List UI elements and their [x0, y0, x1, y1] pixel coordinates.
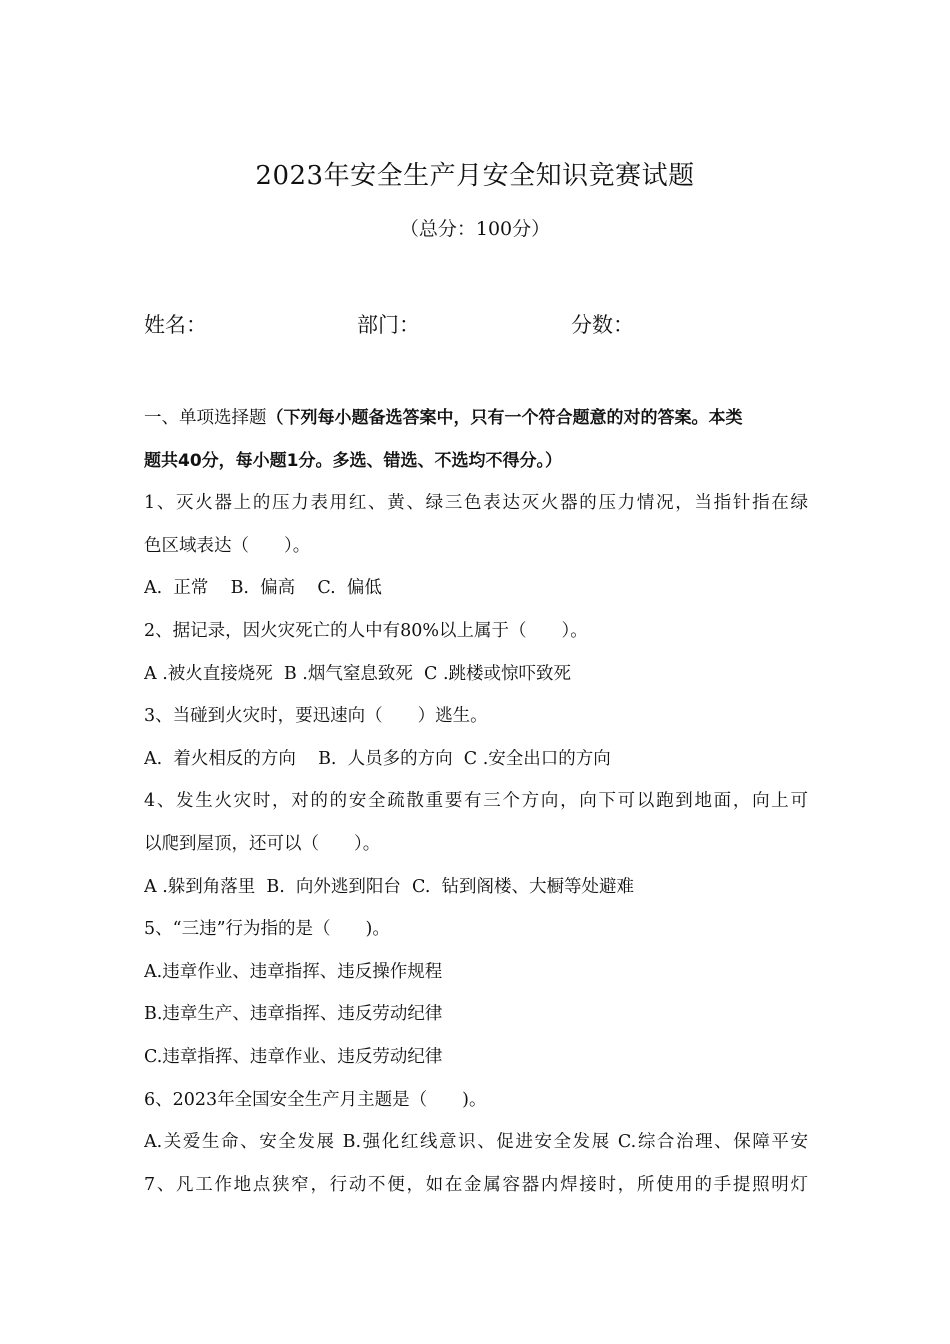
question-7-stem-line-1: 7、凡工作地点狭窄，行动不便，如在金属容器内焊接时，所使用的手提照明灯 [144, 1174, 808, 1195]
section-instruction-line-2: 题共40分，每小题1分。多选、错选、不选均不得分。） [144, 450, 562, 471]
question-5-option-c: C.违章指挥、违章作业、违反劳动纪律 [144, 1046, 443, 1067]
name-field-label: 姓名： [144, 313, 207, 337]
question-3-options: A. 着火相反的方向 B. 人员多的方向 C .安全出口的方向 [144, 748, 611, 769]
question-1-options: A. 正常 B. 偏高 C. 偏低 [144, 578, 382, 599]
department-field-label: 部门： [357, 313, 420, 337]
exam-body [144, 397, 808, 1206]
question-6-options: A.关爱生命、安全发展 B.强化红线意识、促进安全发展 C.综合治理、保障平安 [144, 1132, 808, 1153]
question-1-stem-line-2: 色区域表达（ ）。 [144, 535, 311, 556]
question-4-stem-line-1: 4、发生火灾时，对的的安全疏散重要有三个方向，向下可以跑到地面，向上可 [144, 791, 808, 812]
question-2-stem: 2、据记录，因火灾死亡的人中有80%以上属于（ ）。 [144, 620, 588, 641]
section-instruction-line-1: （下列每小题备选答案中，只有一个符合题意的对的答案。本类 [266, 408, 743, 428]
question-5-option-b: B.违章生产、违章指挥、违反劳动纪律 [144, 1004, 443, 1025]
question-2-options: A .被火直接烧死 B .烟气窒息致死 C .跳楼或惊吓致死 [144, 663, 572, 684]
document-title: 2023年安全生产月安全知识竞赛试题 [255, 161, 695, 191]
question-3-stem: 3、当碰到火灾时，要迅速向（ ）逃生。 [144, 706, 488, 727]
question-1-stem-line-1: 1、灭火器上的压力表用红、黄、绿三色表达灭火器的压力情况，当指针指在绿 [144, 493, 808, 514]
question-5-stem: 5、“三违”行为指的是（ )。 [144, 919, 390, 940]
question-5-option-a: A.违章作业、违章指挥、违反操作规程 [144, 961, 443, 982]
question-4-options: A .躲到角落里 B. 向外逃到阳台 C. 钻到阁楼、大橱等处避难 [144, 876, 635, 897]
score-field-label: 分数： [571, 313, 634, 337]
examinee-info-row [0, 307, 950, 343]
question-4-stem-line-2: 以爬到屋顶，还可以（ ）。 [144, 833, 381, 854]
section-prefix: 一、单项选择题 [144, 408, 267, 428]
section-heading [144, 397, 808, 440]
question-6-stem: 6、2023年全国安全生产月主题是（ )。 [144, 1089, 487, 1110]
total-score-note: （总分：100分） [399, 218, 551, 240]
